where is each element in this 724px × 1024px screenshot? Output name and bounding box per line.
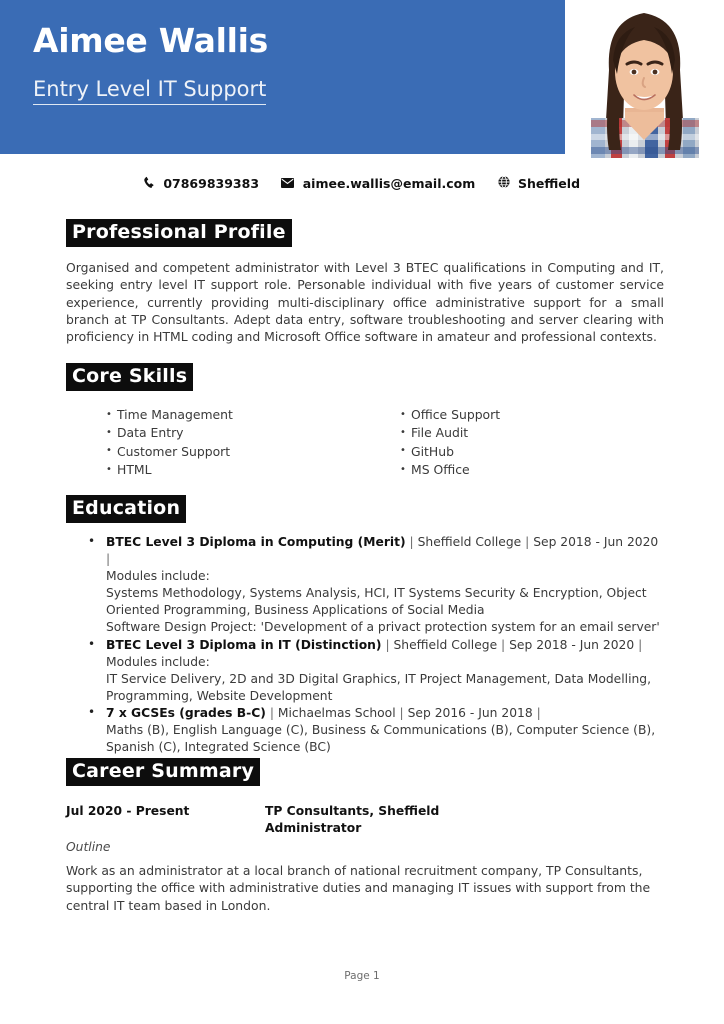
contact-location[interactable] bbox=[498, 175, 580, 191]
career-entry bbox=[66, 803, 666, 837]
section-heading-career-summary: Career Summary bbox=[66, 758, 260, 786]
section-heading-education: Education bbox=[66, 495, 186, 523]
core-skills-right-column bbox=[400, 406, 660, 480]
section-heading-professional-profile: Professional Profile bbox=[66, 219, 292, 247]
contact-email[interactable] bbox=[281, 175, 475, 191]
education-separator-1: | bbox=[405, 535, 418, 549]
education-modules-label: Modules include: bbox=[106, 654, 210, 669]
education-dates: Sep 2018 - Jun 2020 bbox=[533, 535, 659, 549]
core-skills-right-list bbox=[400, 406, 660, 480]
education-list bbox=[87, 534, 665, 756]
career-entry-row bbox=[66, 803, 666, 837]
education-entries bbox=[87, 534, 665, 756]
education-modules-label: Modules include: bbox=[106, 569, 210, 584]
education-extra: Software Design Project: 'Development of a privact protection system for an email server' bbox=[106, 620, 660, 635]
education-separator-3: | bbox=[106, 552, 111, 567]
list-item: • File Audit bbox=[400, 424, 660, 442]
email-address: aimee.wallis@email.com bbox=[302, 175, 476, 191]
list-item: • Customer Support bbox=[106, 443, 366, 461]
education-dates: Sep 2018 - Jun 2020 bbox=[509, 637, 635, 652]
education-qualification: BTEC Level 3 Diploma in Computing (Merit) bbox=[106, 535, 406, 549]
list-item: • MS Office bbox=[400, 461, 660, 479]
career-employer-block bbox=[265, 803, 439, 837]
location-name: Sheffield bbox=[517, 175, 581, 191]
globe-icon bbox=[498, 176, 510, 191]
education-separator-2: | bbox=[497, 637, 510, 652]
career-company: TP Consultants, Sheffield bbox=[265, 804, 440, 818]
career-dates: Jul 2020 - Present bbox=[66, 804, 190, 818]
professional-profile-text: Organised and competent administrator with Level 3 BTEC qualifications in Computing and IT, seeking entry level IT support role. Personable individual with five years of customer service experience, currently providing multi-disciplinary office administrative support for a small branch at TP Consultants. Adept data entry, software troubleshooting and server clearing with proficiency in HTML coding and Microsoft Office software in amateur and professional contexts. bbox=[66, 260, 664, 345]
page-number: Page 1 bbox=[344, 970, 380, 982]
education-separator-3: | bbox=[532, 705, 541, 720]
list-item: • Time Management bbox=[106, 406, 366, 424]
career-outline-label: Outline bbox=[66, 840, 111, 854]
education-separator-2: | bbox=[395, 705, 408, 720]
career-outline-text: Work as an administrator at a local branch of national recruitment company, TP Consultants, supporting the office with administrative duties and managing IT issues with support from the central IT team based in London. bbox=[66, 863, 651, 913]
education-dates: Sep 2016 - Jun 2018 bbox=[407, 705, 533, 720]
education-separator-2: | bbox=[521, 535, 534, 549]
education-entry bbox=[87, 637, 665, 705]
education-modules: Maths (B), English Language (C), Business & Communications (B), Computer Science (B), Spanish (C), Integrated Science (BC) bbox=[106, 723, 656, 755]
list-item: • HTML bbox=[106, 461, 366, 479]
career-role: Administrator bbox=[265, 821, 362, 835]
contact-phone[interactable] bbox=[144, 175, 259, 191]
phone-number: 07869839383 bbox=[163, 175, 260, 191]
core-skills-left-list bbox=[106, 406, 366, 480]
contact-bar bbox=[0, 174, 724, 191]
education-separator-1: | bbox=[381, 637, 394, 652]
education-institution: Sheffield College bbox=[417, 535, 522, 549]
phone-icon bbox=[144, 176, 155, 191]
education-institution: Sheffield College bbox=[393, 637, 498, 652]
education-separator-3: | bbox=[634, 637, 643, 652]
cv-header bbox=[0, 0, 724, 158]
education-entry bbox=[87, 534, 665, 637]
list-item: • Data Entry bbox=[106, 424, 366, 442]
core-skills-left-column bbox=[106, 406, 366, 480]
candidate-job-title: Entry Level IT Support bbox=[33, 79, 266, 105]
education-qualification: 7 x GCSEs (grades B-C) bbox=[106, 705, 266, 720]
candidate-photo bbox=[565, 0, 724, 158]
education-entry bbox=[87, 705, 665, 756]
education-modules: IT Service Delivery, 2D and 3D Digital Graphics, IT Project Management, Data Modelling, Programming, Website Development bbox=[106, 671, 652, 703]
list-item: • Office Support bbox=[400, 406, 660, 424]
page-footer bbox=[0, 970, 724, 982]
list-item: • GitHub bbox=[400, 443, 660, 461]
education-separator-1: | bbox=[265, 705, 278, 720]
candidate-name: Aimee Wallis bbox=[33, 21, 268, 60]
envelope-icon bbox=[281, 176, 294, 191]
portrait-photo-icon bbox=[565, 0, 724, 158]
section-heading-core-skills: Core Skills bbox=[66, 363, 193, 391]
education-modules: Systems Methodology, Systems Analysis, HCI, IT Systems Security & Encryption, Object Oriented Programming, Business Applications of Social Media bbox=[106, 586, 647, 618]
education-institution: Michaelmas School bbox=[277, 705, 396, 720]
education-qualification: BTEC Level 3 Diploma in IT (Distinction) bbox=[106, 637, 382, 652]
